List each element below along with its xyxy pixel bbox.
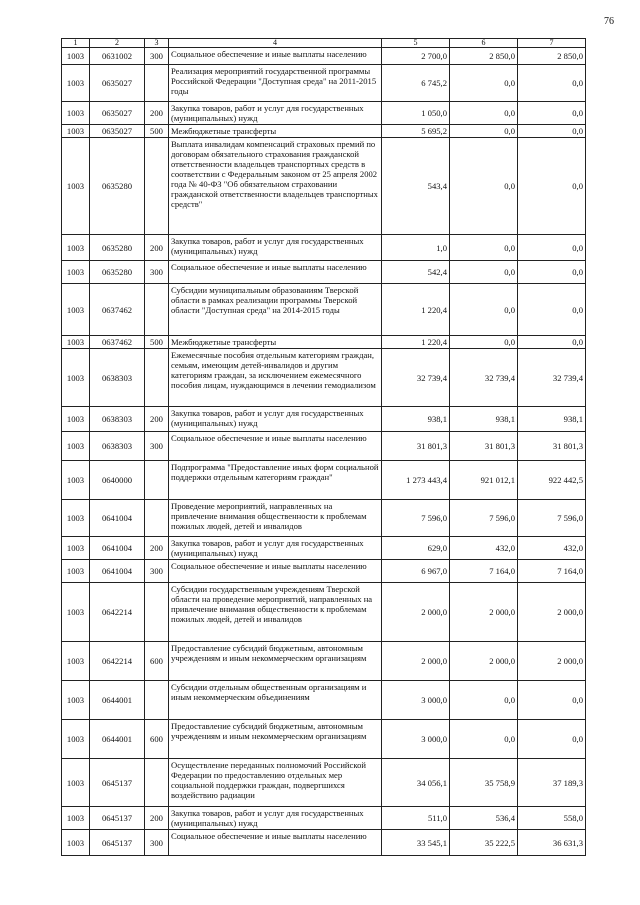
expense-type-code: [145, 500, 169, 537]
amount-col-5: 1 220,4: [382, 336, 450, 349]
amount-col-5: 5 695,2: [382, 125, 450, 138]
amount-col-5: 938,1: [382, 407, 450, 432]
table-row: [62, 125, 586, 138]
row-description: Выплата инвалидам компенсаций страховых премий по договорам обязательного страхования гражданской ответственности владельцев транспортных средств в соответствии с Федеральным законом от 25 апреля 2002 года № 40-ФЗ "Об обязательном страховании гражданской ответственности владельцев транспортных средств": [169, 138, 382, 235]
table-row: [62, 432, 586, 461]
amount-col-6: 0,0: [450, 235, 518, 261]
target-article-code: 0645137: [90, 807, 145, 830]
amount-col-5: 2 000,0: [382, 583, 450, 642]
expense-type-code: [145, 681, 169, 720]
header-col-2: 2: [90, 39, 145, 48]
section-code: 1003: [62, 65, 90, 102]
row-description: Социальное обеспечение и иные выплаты населению: [169, 560, 382, 583]
target-article-code: 0635027: [90, 65, 145, 102]
table-row: [62, 284, 586, 336]
row-description: Закупка товаров, работ и услуг для государственных (муниципальных) нужд: [169, 407, 382, 432]
table-row: [62, 720, 586, 759]
section-code: 1003: [62, 48, 90, 65]
amount-col-5: 1,0: [382, 235, 450, 261]
target-article-code: 0635280: [90, 138, 145, 235]
amount-col-5: 2 700,0: [382, 48, 450, 65]
target-article-code: 0645137: [90, 759, 145, 807]
table-row: [62, 807, 586, 830]
row-description: Подпрограмма "Предоставление иных форм социальной поддержки отдельным категориям граждан": [169, 461, 382, 500]
table-row: [62, 759, 586, 807]
target-article-code: 0641004: [90, 537, 145, 560]
table-row: [62, 349, 586, 407]
amount-col-7: 2 850,0: [518, 48, 586, 65]
header-col-4: 4: [169, 39, 382, 48]
amount-col-7: 36 631,3: [518, 830, 586, 856]
row-description: Субсидии отдельным общественным организациям и иным некоммерческим объединениям: [169, 681, 382, 720]
row-description: Социальное обеспечение и иные выплаты населению: [169, 261, 382, 284]
section-code: 1003: [62, 102, 90, 125]
section-code: 1003: [62, 807, 90, 830]
expense-type-code: [145, 583, 169, 642]
expense-type-code: 500: [145, 125, 169, 138]
amount-col-6: 31 801,3: [450, 432, 518, 461]
row-description: Межбюджетные трансферты: [169, 336, 382, 349]
target-article-code: 0644001: [90, 681, 145, 720]
section-code: 1003: [62, 261, 90, 284]
section-code: 1003: [62, 537, 90, 560]
amount-col-5: 34 056,1: [382, 759, 450, 807]
section-code: 1003: [62, 583, 90, 642]
target-article-code: 0642214: [90, 642, 145, 681]
amount-col-6: 7 164,0: [450, 560, 518, 583]
amount-col-6: 0,0: [450, 125, 518, 138]
amount-col-6: 2 850,0: [450, 48, 518, 65]
section-code: 1003: [62, 349, 90, 407]
target-article-code: 0635027: [90, 125, 145, 138]
row-description: Закупка товаров, работ и услуг для государственных (муниципальных) нужд: [169, 807, 382, 830]
row-description: Субсидии государственным учреждениям Тверской области на проведение мероприятий, направленных на привлечение внимания общественности к проблемам пожилых людей, детей и инвалидов: [169, 583, 382, 642]
section-code: 1003: [62, 336, 90, 349]
expense-type-code: 200: [145, 407, 169, 432]
row-description: Проведение мероприятий, направленных на привлечение внимания общественности к проблемам пожилых людей, детей и инвалидов: [169, 500, 382, 537]
amount-col-7: 7 164,0: [518, 560, 586, 583]
amount-col-6: 536,4: [450, 807, 518, 830]
target-article-code: 0641004: [90, 560, 145, 583]
table-row: [62, 102, 586, 125]
amount-col-7: 37 189,3: [518, 759, 586, 807]
table-row: [62, 583, 586, 642]
header-col-3: 3: [145, 39, 169, 48]
expense-type-code: [145, 759, 169, 807]
row-description: Социальное обеспечение и иные выплаты населению: [169, 432, 382, 461]
expense-type-code: 300: [145, 830, 169, 856]
section-code: 1003: [62, 759, 90, 807]
table-row: [62, 65, 586, 102]
amount-col-5: 629,0: [382, 537, 450, 560]
amount-col-6: 2 000,0: [450, 642, 518, 681]
section-code: 1003: [62, 432, 90, 461]
amount-col-5: 3 000,0: [382, 681, 450, 720]
section-code: 1003: [62, 560, 90, 583]
expense-type-code: 600: [145, 642, 169, 681]
amount-col-7: 0,0: [518, 138, 586, 235]
table-row: [62, 261, 586, 284]
amount-col-5: 6 967,0: [382, 560, 450, 583]
amount-col-5: 3 000,0: [382, 720, 450, 759]
table-row: [62, 560, 586, 583]
section-code: 1003: [62, 407, 90, 432]
target-article-code: 0645137: [90, 830, 145, 856]
target-article-code: 0635280: [90, 235, 145, 261]
amount-col-6: 35 222,5: [450, 830, 518, 856]
expense-type-code: [145, 349, 169, 407]
amount-col-7: 0,0: [518, 261, 586, 284]
amount-col-5: 7 596,0: [382, 500, 450, 537]
amount-col-6: 0,0: [450, 681, 518, 720]
expense-type-code: 300: [145, 48, 169, 65]
amount-col-7: 0,0: [518, 65, 586, 102]
target-article-code: 0641004: [90, 500, 145, 537]
amount-col-6: 0,0: [450, 284, 518, 336]
amount-col-5: 6 745,2: [382, 65, 450, 102]
section-code: 1003: [62, 720, 90, 759]
header-col-5: 5: [382, 39, 450, 48]
amount-col-7: 2 000,0: [518, 583, 586, 642]
expense-type-code: [145, 65, 169, 102]
row-description: Предоставление субсидий бюджетным, автономным учреждениям и иным некоммерческим организациям: [169, 642, 382, 681]
target-article-code: 0642214: [90, 583, 145, 642]
section-code: 1003: [62, 125, 90, 138]
table-row: [62, 681, 586, 720]
target-article-code: 0638303: [90, 349, 145, 407]
header-col-6: 6: [450, 39, 518, 48]
amount-col-6: 0,0: [450, 261, 518, 284]
header-col-1: 1: [62, 39, 90, 48]
amount-col-6: 0,0: [450, 138, 518, 235]
amount-col-6: 0,0: [450, 336, 518, 349]
amount-col-7: 938,1: [518, 407, 586, 432]
expense-type-code: 200: [145, 102, 169, 125]
amount-col-6: 32 739,4: [450, 349, 518, 407]
amount-col-6: 432,0: [450, 537, 518, 560]
target-article-code: 0635280: [90, 261, 145, 284]
target-article-code: 0637462: [90, 336, 145, 349]
expense-type-code: 200: [145, 235, 169, 261]
amount-col-5: 31 801,3: [382, 432, 450, 461]
expense-type-code: 200: [145, 807, 169, 830]
amount-col-7: 0,0: [518, 720, 586, 759]
amount-col-6: 0,0: [450, 720, 518, 759]
row-description: Закупка товаров, работ и услуг для государственных (муниципальных) нужд: [169, 537, 382, 560]
row-description: Ежемесячные пособия отдельным категориям граждан, семьям, имеющим детей-инвалидов и другим категориям граждан, за исключением ежемесячного пособия лицам, нуждающимся в лечении гемодиализом: [169, 349, 382, 407]
expense-type-code: 300: [145, 261, 169, 284]
table-row: [62, 138, 586, 235]
expense-type-code: 500: [145, 336, 169, 349]
amount-col-7: 0,0: [518, 102, 586, 125]
amount-col-5: 511,0: [382, 807, 450, 830]
table-row: [62, 537, 586, 560]
target-article-code: 0631002: [90, 48, 145, 65]
section-code: 1003: [62, 461, 90, 500]
amount-col-5: 33 545,1: [382, 830, 450, 856]
row-description: Закупка товаров, работ и услуг для государственных (муниципальных) нужд: [169, 235, 382, 261]
amount-col-5: 543,4: [382, 138, 450, 235]
amount-col-7: 432,0: [518, 537, 586, 560]
table-row: [62, 642, 586, 681]
amount-col-7: 0,0: [518, 125, 586, 138]
section-code: 1003: [62, 138, 90, 235]
amount-col-5: 542,4: [382, 261, 450, 284]
table-body: [62, 48, 586, 856]
expense-type-code: 600: [145, 720, 169, 759]
row-description: Межбюджетные трансферты: [169, 125, 382, 138]
target-article-code: 0635027: [90, 102, 145, 125]
row-description: Предоставление субсидий бюджетным, автономным учреждениям и иным некоммерческим организациям: [169, 720, 382, 759]
header-col-7: 7: [518, 39, 586, 48]
page-number: 76: [604, 16, 614, 27]
amount-col-7: 922 442,5: [518, 461, 586, 500]
expense-type-code: [145, 461, 169, 500]
expense-type-code: 300: [145, 560, 169, 583]
row-description: Социальное обеспечение и иные выплаты населению: [169, 48, 382, 65]
amount-col-6: 921 012,1: [450, 461, 518, 500]
table-row: [62, 48, 586, 65]
amount-col-7: 0,0: [518, 336, 586, 349]
amount-col-7: 0,0: [518, 235, 586, 261]
table-row: [62, 407, 586, 432]
amount-col-6: 938,1: [450, 407, 518, 432]
amount-col-7: 0,0: [518, 284, 586, 336]
amount-col-5: 1 273 443,4: [382, 461, 450, 500]
table-row: [62, 235, 586, 261]
expense-type-code: [145, 138, 169, 235]
amount-col-5: 32 739,4: [382, 349, 450, 407]
row-description: Субсидии муниципальным образованиям Тверской области в рамках реализации программы Тверской области "Доступная среда" на 2014-2015 годы: [169, 284, 382, 336]
expense-type-code: 300: [145, 432, 169, 461]
amount-col-7: 32 739,4: [518, 349, 586, 407]
section-code: 1003: [62, 642, 90, 681]
table-header: [62, 39, 586, 48]
section-code: 1003: [62, 235, 90, 261]
amount-col-7: 7 596,0: [518, 500, 586, 537]
row-description: Закупка товаров, работ и услуг для государственных (муниципальных) нужд: [169, 102, 382, 125]
amount-col-7: 31 801,3: [518, 432, 586, 461]
amount-col-6: 7 596,0: [450, 500, 518, 537]
target-article-code: 0637462: [90, 284, 145, 336]
amount-col-7: 558,0: [518, 807, 586, 830]
header-row: [62, 39, 586, 48]
table-row: [62, 830, 586, 856]
target-article-code: 0638303: [90, 407, 145, 432]
target-article-code: 0640000: [90, 461, 145, 500]
section-code: 1003: [62, 500, 90, 537]
amount-col-5: 1 050,0: [382, 102, 450, 125]
expense-type-code: 200: [145, 537, 169, 560]
amount-col-5: 2 000,0: [382, 642, 450, 681]
budget-table: [61, 38, 586, 856]
amount-col-6: 0,0: [450, 65, 518, 102]
amount-col-5: 1 220,4: [382, 284, 450, 336]
table-row: [62, 461, 586, 500]
amount-col-7: 0,0: [518, 681, 586, 720]
amount-col-6: 35 758,9: [450, 759, 518, 807]
section-code: 1003: [62, 830, 90, 856]
row-description: Реализация мероприятий государственной программы Российской Федерации "Доступная среда" на 2011-2015 годы: [169, 65, 382, 102]
section-code: 1003: [62, 681, 90, 720]
table-row: [62, 500, 586, 537]
target-article-code: 0644001: [90, 720, 145, 759]
amount-col-6: 2 000,0: [450, 583, 518, 642]
expense-type-code: [145, 284, 169, 336]
target-article-code: 0638303: [90, 432, 145, 461]
row-description: Осуществление переданных полномочий Российской Федерации по предоставлению отдельных мер социальной поддержки граждан, подвергшихся воздействию радиации: [169, 759, 382, 807]
row-description: Социальное обеспечение и иные выплаты населению: [169, 830, 382, 856]
amount-col-6: 0,0: [450, 102, 518, 125]
amount-col-7: 2 000,0: [518, 642, 586, 681]
section-code: 1003: [62, 284, 90, 336]
table-row: [62, 336, 586, 349]
